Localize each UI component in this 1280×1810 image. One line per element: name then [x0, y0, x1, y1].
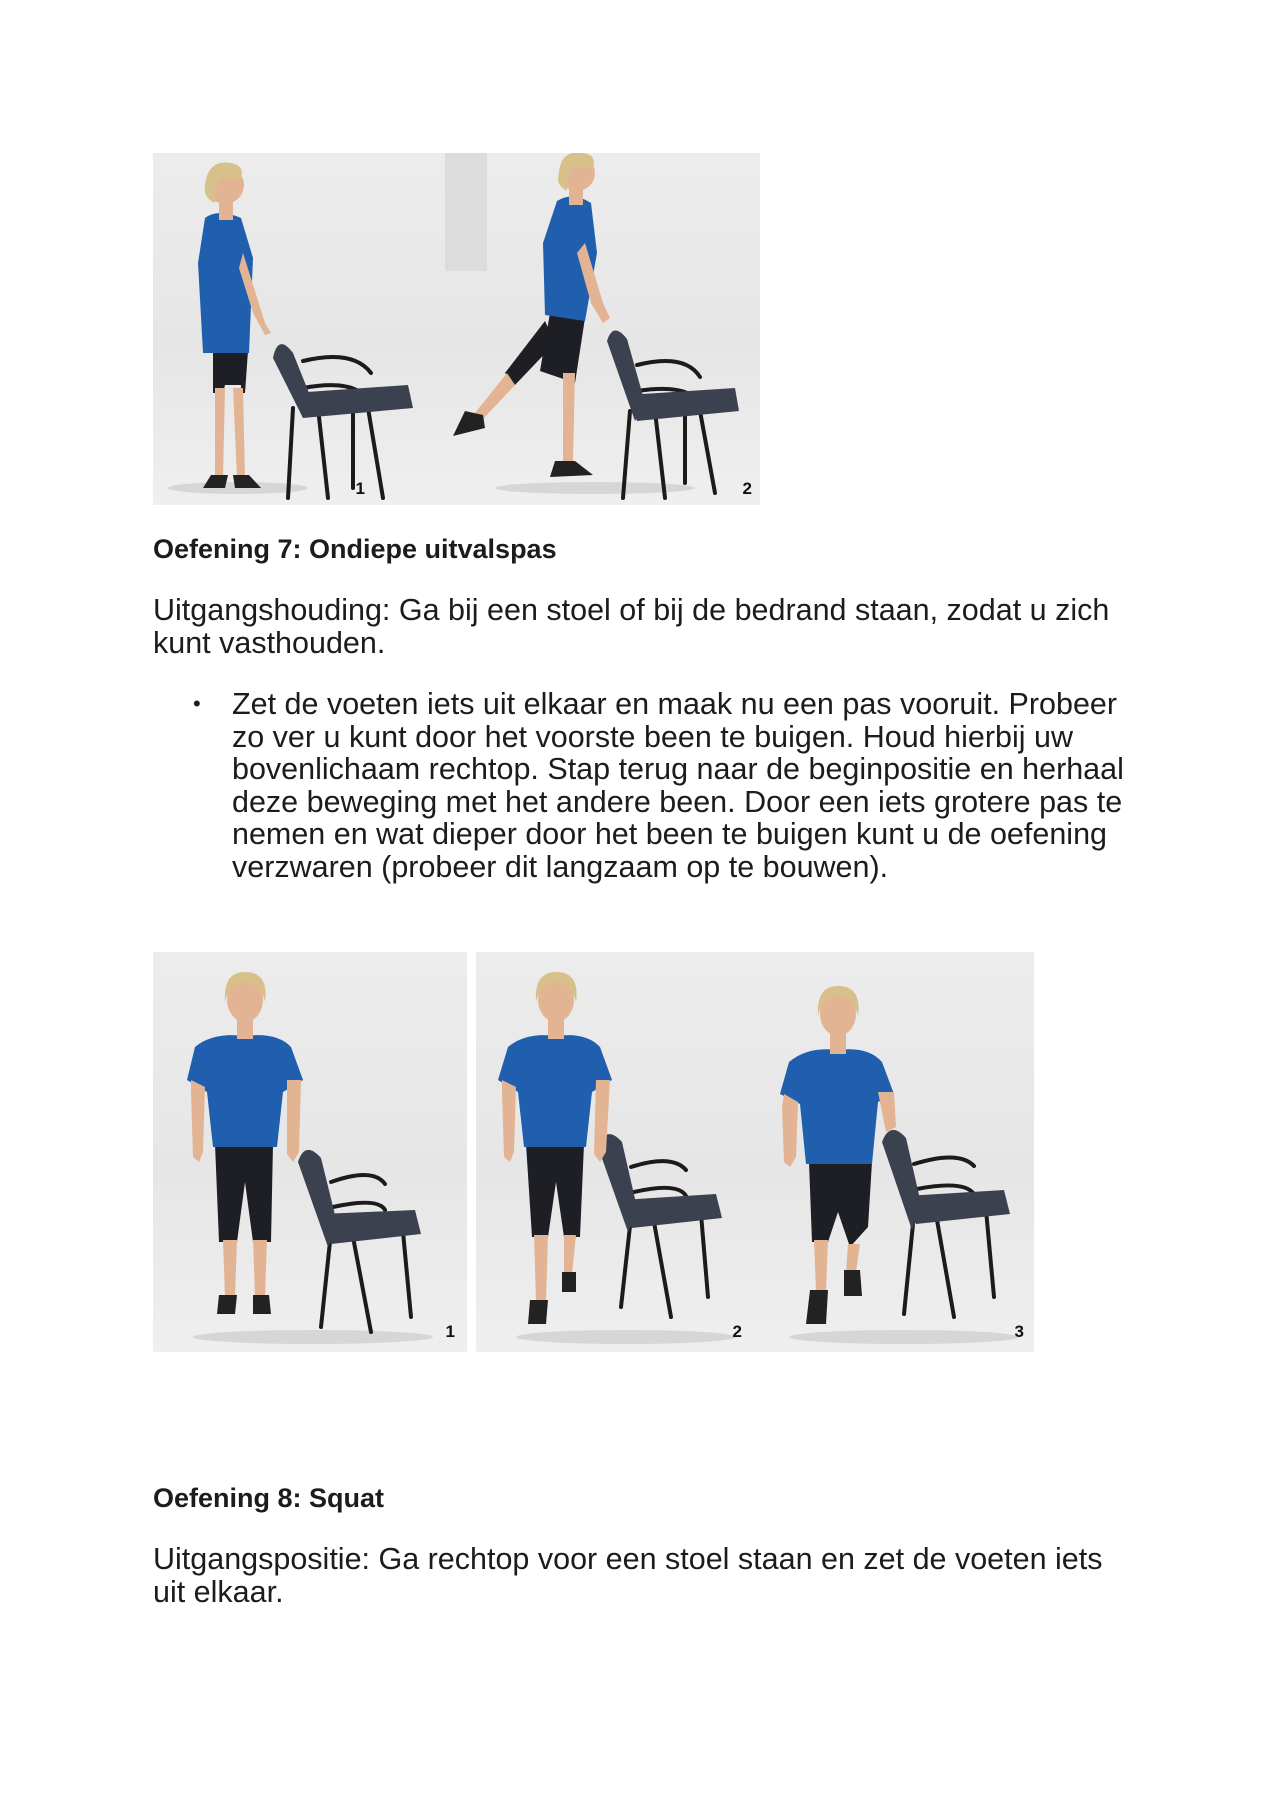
exercise-photo-front-step — [476, 952, 754, 1352]
woman-standing-front-view-icon — [153, 952, 467, 1352]
woman-lunge-front-view-icon — [754, 952, 1034, 1352]
exercise-7-start-position: Uitgangshouding: Ga bij een stoel of bij de bedrand staan, zodat u zich kunt vasthouden. — [153, 593, 1110, 660]
photo-number: 2 — [742, 479, 752, 498]
exercise-7-instructions — [153, 688, 1133, 883]
exercise-photo-side-leg-extension — [445, 153, 760, 505]
exercise-photo-side-standing — [153, 153, 445, 505]
exercise-photo-front-standing — [153, 952, 467, 1352]
exercise-8-heading: Oefening 8: Squat — [153, 1483, 385, 1513]
photo-number: 3 — [1014, 1322, 1024, 1341]
photo-number: 2 — [732, 1322, 742, 1341]
exercise-7-heading: Oefening 7: Ondiepe uitvalspas — [153, 534, 557, 564]
photo-number: 1 — [355, 479, 365, 498]
woman-step-forward-front-view-icon — [476, 952, 754, 1352]
exercise-photo-front-lunge — [754, 952, 1034, 1352]
photo-number: 1 — [445, 1322, 455, 1341]
exercise-8-start-position: Uitgangspositie: Ga rechtop voor een stoel staan en zet de voeten iets uit elkaar. — [153, 1542, 1103, 1609]
instruction-text: Zet de voeten iets uit elkaar en maak nu een pas vooruit. Probeer zo ver u kunt door het voorste been te buigen. Houd hierbij uw bovenlichaam rechtop. Stap terug naar de beginpositie en herhaal deze beweging met het andere been. Door een iets grotere pas te nemen en wat dieper door het been te buigen kunt u de oefening verzwaren (probeer dit langzaam op te bouwen). — [232, 687, 1124, 884]
woman-leg-extension-icon — [445, 153, 760, 505]
woman-standing-beside-chair-icon — [153, 153, 445, 505]
list-item — [153, 688, 1133, 883]
bullet-icon: • — [193, 691, 201, 716]
